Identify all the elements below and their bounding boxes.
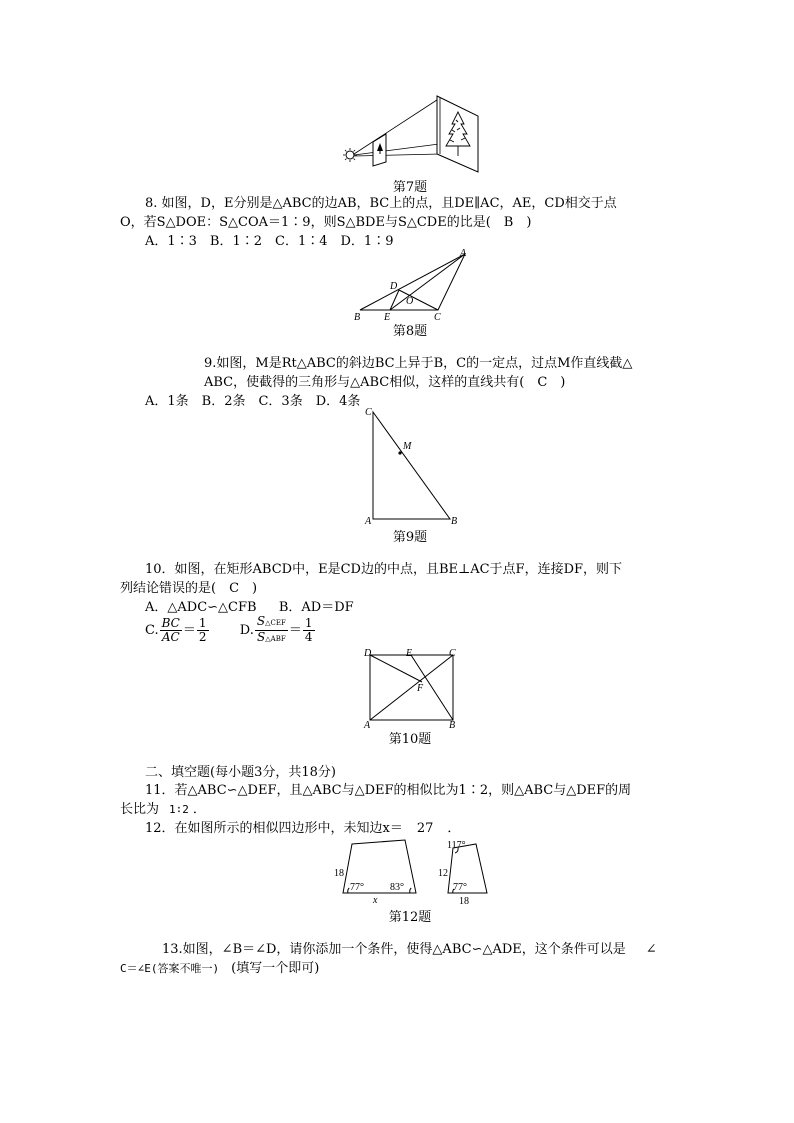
figure-10-caption: 第10题: [388, 732, 432, 747]
q11-answer: 1∶2: [169, 803, 189, 816]
q10-option-d-fraction: [255, 615, 288, 646]
q10-stem-line1: 10．如图，在矩形ABCD中，E是CD边的中点，且BE⊥AC于点F，连接DF，则下: [145, 562, 623, 577]
right-angle-77: 77°: [453, 882, 467, 893]
label-A: A: [364, 720, 371, 730]
light-source-icon: [346, 151, 354, 159]
label-C: C: [449, 648, 456, 659]
q10-option-c-value-den: 2: [198, 630, 207, 644]
q10-option-d-num-sub: △CEF: [265, 619, 286, 627]
q10-option-b: B．AD＝DF: [278, 600, 354, 615]
figure-12-caption: 第12题: [388, 910, 432, 925]
label-C: C: [365, 407, 372, 418]
q10-option-d-den-sub: △ABF: [265, 635, 286, 643]
left-angle-77: 77°: [350, 882, 364, 893]
label-A: A: [365, 516, 372, 526]
q13-answer: C＝∠E(答案不唯一): [120, 962, 220, 975]
q11-stem-line1: 11．若△ABC∽△DEF，且△ABC与△DEF的相似比为1∶2，则△ABC与△DEF的周: [145, 783, 632, 798]
q11-line2-prefix: 长比为: [120, 802, 160, 817]
q10-option-c-fraction: [160, 617, 182, 644]
right-angle-117: 117°: [447, 840, 466, 851]
figure-8-caption: 第8题: [392, 324, 428, 339]
left-side-18: 18: [334, 868, 344, 879]
label-A: A: [460, 248, 467, 259]
q13-line1-text: 13.如图，∠B＝∠D，请你添加一个条件，使得△ABC∽△ADE，这个条件可以是: [162, 942, 626, 957]
q10-option-d-value-num: 1: [304, 616, 313, 630]
q12-suffix: ．: [447, 821, 461, 836]
label-D: D: [364, 648, 372, 659]
q8-stem-line1: 8. 如图，D，E分别是△ABC的边AB，BC上的点，且DE∥AC，AE，CD相交于点: [145, 196, 617, 211]
figure-7-projection: [340, 94, 500, 174]
q10-option-c-prefix: C.: [145, 623, 159, 638]
q13-line2-suffix: (填写一个即可): [231, 961, 320, 976]
label-C: C: [434, 312, 441, 323]
q8-options: A．1∶3 B．1∶2 C．1∶4 D．1∶9: [145, 234, 394, 249]
q12-answer: 27: [416, 821, 434, 836]
label-B: B: [354, 312, 361, 323]
label-E: E: [406, 648, 413, 659]
q13-stem-line2: [120, 959, 319, 978]
figure-9-right-triangle: [360, 404, 465, 526]
label-D: D: [390, 281, 398, 292]
q10-option-a: A．△ADC∽△CFB: [145, 600, 257, 615]
q10-option-d-den-s: S: [257, 630, 266, 644]
q11-stem-line2: [120, 800, 206, 819]
q10-option-d-num-s: S: [256, 614, 266, 628]
figure-8-triangle: [350, 246, 475, 324]
q9-stem-line2: ABC，使截得的三角形与△ABC相似，这样的直线共有( C ): [204, 375, 566, 390]
q10-option-c-eq: ＝: [182, 623, 196, 638]
q10-option-c-den: AC: [161, 630, 180, 644]
q11-line2-suffix: ．: [192, 802, 206, 817]
figure-7-caption: 第7题: [392, 180, 428, 195]
q12-prefix: 12．在如图所示的相似四边形中，未知边x＝: [145, 821, 403, 836]
q8-stem-line2: O，若S△DOE：S△COA＝1∶9，则S△BDE与S△CDE的比是( B ): [120, 215, 532, 230]
q10-option-d-num: [255, 615, 288, 631]
label-B: B: [451, 516, 458, 526]
q10-options-cd: [145, 615, 316, 646]
q10-option-d-value-den: 4: [304, 630, 313, 644]
q9-stem-line1: 9.如图，M是Rt△ABC的斜边BC上异于B，C的一定点，过点M作直线截△: [204, 356, 633, 371]
right-side-12: 12: [438, 868, 448, 879]
q10-option-c-value: [197, 617, 209, 644]
right-bottom-18: 18: [459, 896, 469, 907]
q10-option-d-prefix: D.: [239, 623, 254, 638]
q10-stem-line2: 列结论错误的是( C ): [120, 581, 258, 596]
q10-option-c-value-num: 1: [198, 616, 207, 630]
label-B: B: [449, 720, 456, 730]
label-O: O: [406, 296, 414, 307]
label-E: E: [384, 312, 391, 323]
label-M: M: [403, 441, 412, 452]
label-F: F: [417, 683, 424, 694]
left-angle-83: 83°: [390, 882, 404, 893]
section-2-heading: 二、填空题(每小题3分，共18分): [145, 765, 336, 780]
q13-stem-line1: [162, 940, 661, 959]
q9-options: A．1条 B．2条 C．3条 D．4条: [145, 394, 361, 409]
figure-9-caption: 第9题: [392, 530, 428, 545]
q10-option-d-den: [255, 631, 288, 646]
q10-option-c-num: BC: [161, 616, 180, 630]
q13-answer-angle: ∠: [645, 942, 657, 957]
left-bottom-x: x: [373, 895, 378, 906]
figure-12-quadrilaterals: [330, 836, 500, 908]
screen: [437, 96, 478, 172]
q10-option-d-value: [303, 617, 315, 644]
q10-option-d-eq: ＝: [288, 623, 302, 638]
figure-10-rectangle: [360, 646, 465, 730]
